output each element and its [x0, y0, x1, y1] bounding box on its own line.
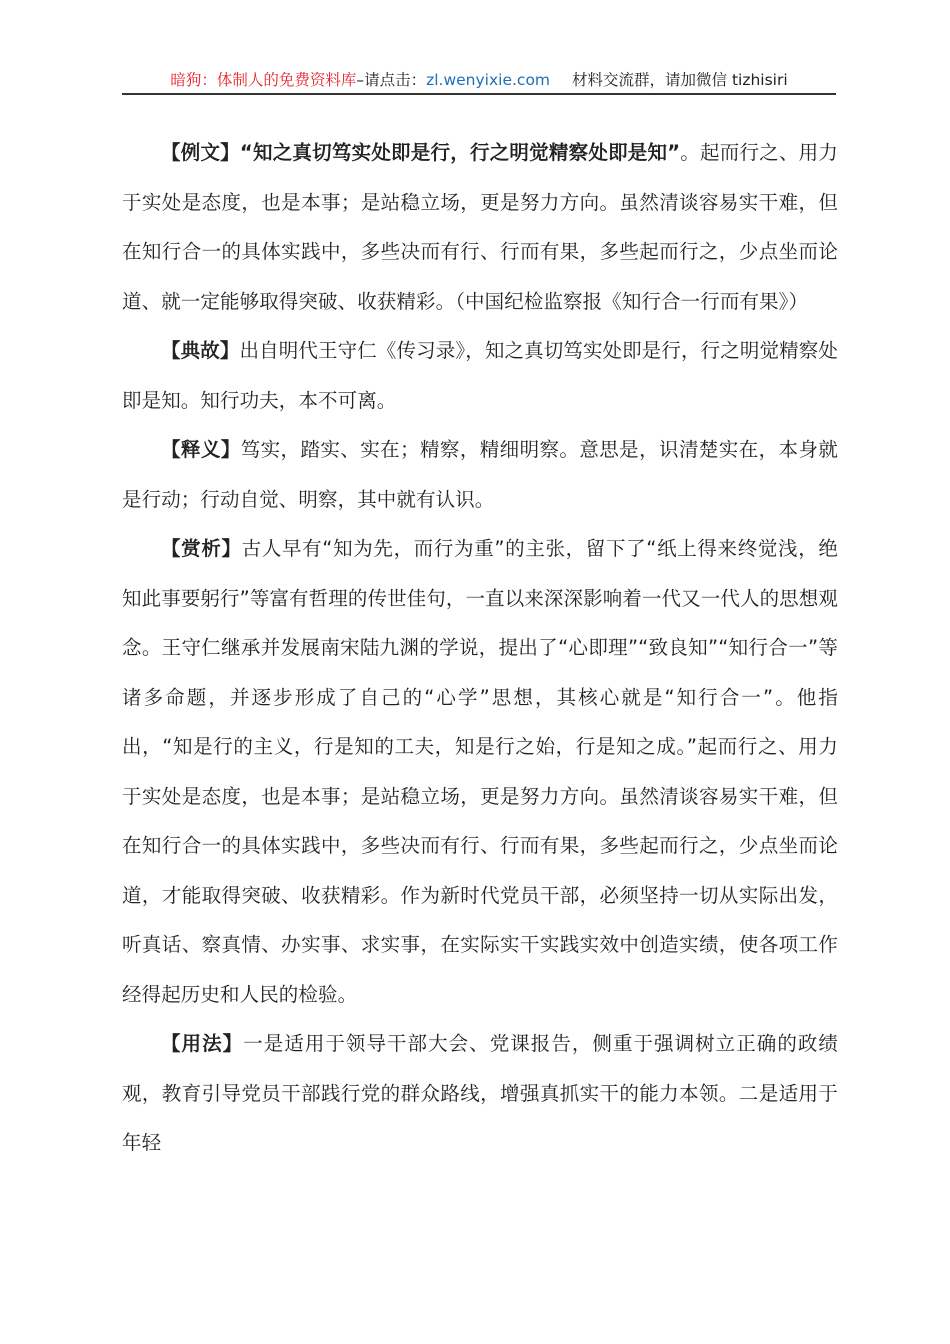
- paragraph-text: 出自明代王守仁《传习录》，知之真切笃实处即是行，行之明觉精察处即是知。知行功夫，本不可离。: [122, 339, 838, 412]
- paragraph-label: 【用法】: [161, 1032, 244, 1055]
- header-divider: [122, 93, 836, 95]
- paragraph-label: 【赏析】: [161, 537, 242, 560]
- paragraph-text: 古人早有“知为先，而行为重”的主张，留下了“纸上得来终觉浅，绝知此事要躬行”等富有哲理的传世佳句，一直以来深深影响着一代又一代人的思想观念。王守仁继承并发展南宋陆九渊的学说，提出了“心即理”“致良知”“知行合一”等诸多命题，并逐步形成了自己的“心学”思想，其核心就是“知行合一”。他指出，“知是行的主义，行是知的工夫，知是行之始，行是知之成。”起而行之、用力于实处是态度，也是本事；是站稳立场，更是努力方向。虽然清谈容易实干难，但在知行合一的具体实践中，多些决而有行、行而有果，多些起而行之，少点坐而论道，才能取得突破、收获精彩。作为新时代党员干部，必须坚持一切从实际出发，听真话、察真情、办实事、求实事，在实际实干实践实效中创造实绩，使各项工作经得起历史和人民的检验。: [122, 537, 838, 1006]
- paragraph-allusion: [122, 326, 838, 425]
- wechat-note: 材料交流群，请加微信 tizhisiri: [572, 71, 788, 89]
- page-header-watermark: [122, 68, 836, 94]
- paragraph-label: 【典故】: [161, 339, 240, 362]
- paragraph-usage: [122, 1019, 838, 1168]
- site-url-link[interactable]: zl.wenyixie.com: [426, 71, 551, 89]
- paragraph-label: 【例文】: [161, 141, 240, 164]
- paragraph-text: 。起而行之、用力于实处是态度，也是本事；是站稳立场，更是努力方向。虽然清谈容易实干难，但在知行合一的具体实践中，多些决而有行、行而有果，多些起而行之，少点坐而论道、就一定能够取得突破、收获精彩。（中国纪检监察报《知行合一行而有果》）: [122, 141, 838, 313]
- click-prompt: –请点击：: [356, 71, 427, 89]
- paragraph-interpretation: [122, 425, 838, 524]
- paragraph-appreciation: [122, 524, 838, 1019]
- paragraph-label: 【释义】: [161, 438, 241, 461]
- example-quote: “知之真切笃实处即是行，行之明觉精察处即是知”: [239, 141, 681, 164]
- site-name: 暗狗：体制人的免费资料库: [170, 71, 357, 89]
- paragraph-example: [122, 128, 838, 326]
- document-body: [122, 128, 838, 1168]
- paragraph-text: 一是适用于领导干部大会、党课报告，侧重于强调树立正确的政绩观，教育引导党员干部践行党的群众路线，增强真抓实干的能力本领。二是适用于年轻: [122, 1032, 839, 1154]
- paragraph-text: 笃实，踏实、实在；精察，精细明察。意思是，识清楚实在，本身就是行动；行动自觉、明察，其中就有认识。: [122, 438, 838, 511]
